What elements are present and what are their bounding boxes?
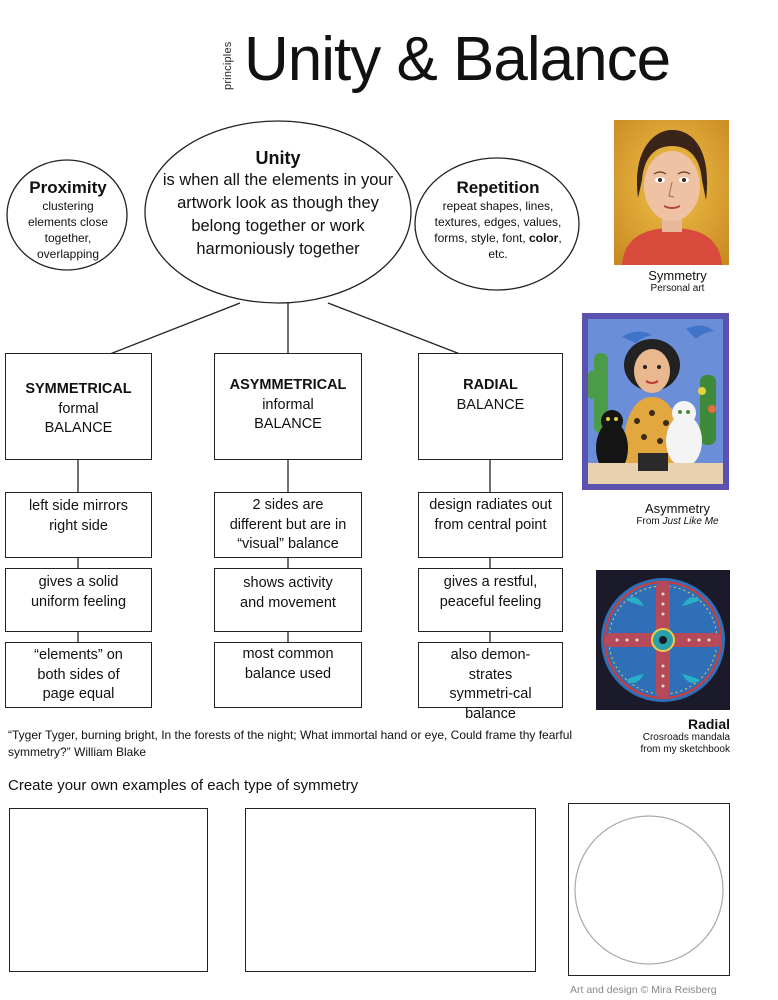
radial-row-2 [418,568,563,632]
repetition-body-color: color [529,231,559,245]
asymmetrical-balance-box [214,353,362,460]
symmetrical-balance: BALANCE [44,420,113,436]
asymmetrical-row-2-text: shows activity and movement [240,575,336,611]
asymmetrical-row-2 [214,568,362,632]
repetition-node [424,178,572,262]
symmetrical-row-2 [5,568,152,632]
asymmetrical-row-1-text: 2 sides are different but are in “visual” balance [229,497,347,552]
drawing-box-asymmetrical[interactable] [245,808,536,972]
symmetrical-row-3 [5,642,152,708]
radial-balance-box [418,353,563,460]
radial-row-1-text: design radiates out from central point [429,497,552,533]
symmetrical-row-3-text: “elements” on both sides of page equal [34,647,123,702]
asymmetrical-balance: BALANCE [254,416,322,432]
symmetrical-title: SYMMETRICAL [25,381,132,397]
repetition-body-etc: , etc. [488,231,562,261]
unity-body: is when all the elements in your artwork look as though they belong together or work harmoniously together [162,171,394,258]
repetition-body-text: repeat shapes, lines, textures, edges, values, forms, style, font, [434,199,562,245]
page-title: Unity & Balance [244,25,671,94]
radial-row-3-text: also demon-strates symmetri-cal balance [449,647,532,722]
radial-subtitle: BALANCE [456,396,525,413]
asymmetry-caption-title: Asymmetry [645,501,710,516]
unity-node [158,148,398,261]
exercise-prompt: Create your own examples of each type of symmetry [8,777,359,794]
radial-caption [600,716,755,756]
symmetry-artwork [614,120,729,265]
symmetry-caption-sub: Personal art [650,283,705,294]
symmetrical-balance-box [5,353,152,460]
principles-label: principles [222,41,234,90]
radial-artwork [596,570,730,710]
symmetrical-row-1 [5,492,152,558]
asymmetrical-row-3 [214,642,362,708]
asymmetrical-row-1 [214,492,362,558]
unity-title: Unity [255,148,301,168]
radial-caption-sub: Crosroads mandala from my sketchbook [640,732,730,755]
blake-quote: “Tyger Tyger, burning bright, In the forests of the night; What immortal hand or eye, Could frame thy fearful symmetry?” William Blake [8,728,573,759]
drawing-box-symmetrical[interactable] [9,808,208,972]
symmetry-caption-title: Symmetry [648,268,707,283]
drawing-box-radial[interactable] [568,803,730,976]
symmetrical-subtitle: formal [58,400,99,417]
repetition-title: Repetition [456,178,540,197]
proximity-node [14,178,122,262]
symmetrical-row-1-text: left side mirrors right side [28,498,129,534]
proximity-body: clustering elements close together, overlapping [27,199,109,261]
repetition-body [424,198,572,262]
asymmetry-caption-source: From [636,516,663,527]
radial-row-1 [418,492,563,558]
radial-row-3 [418,642,563,722]
radial-title: RADIAL [463,377,518,393]
proximity-title: Proximity [29,178,107,197]
asymmetry-artwork [582,313,729,490]
asymmetrical-subtitle: informal [262,396,314,413]
radial-guide-circle [569,804,729,975]
asymmetry-caption-sub [600,516,755,528]
radial-caption-title: Radial [687,716,730,732]
asymmetrical-title: ASYMMETRICAL [229,377,347,393]
symmetry-caption [600,268,755,295]
footer-credit: Art and design © Mira Reisberg [570,984,717,996]
asymmetrical-row-3-text: most common balance used [242,646,334,682]
asymmetry-caption-book: Just Like Me [662,516,719,527]
symmetrical-row-2-text: gives a solid uniform feeling [30,574,127,610]
radial-row-2-text: gives a restful, peaceful feeling [439,574,542,610]
asymmetry-caption [600,501,755,528]
